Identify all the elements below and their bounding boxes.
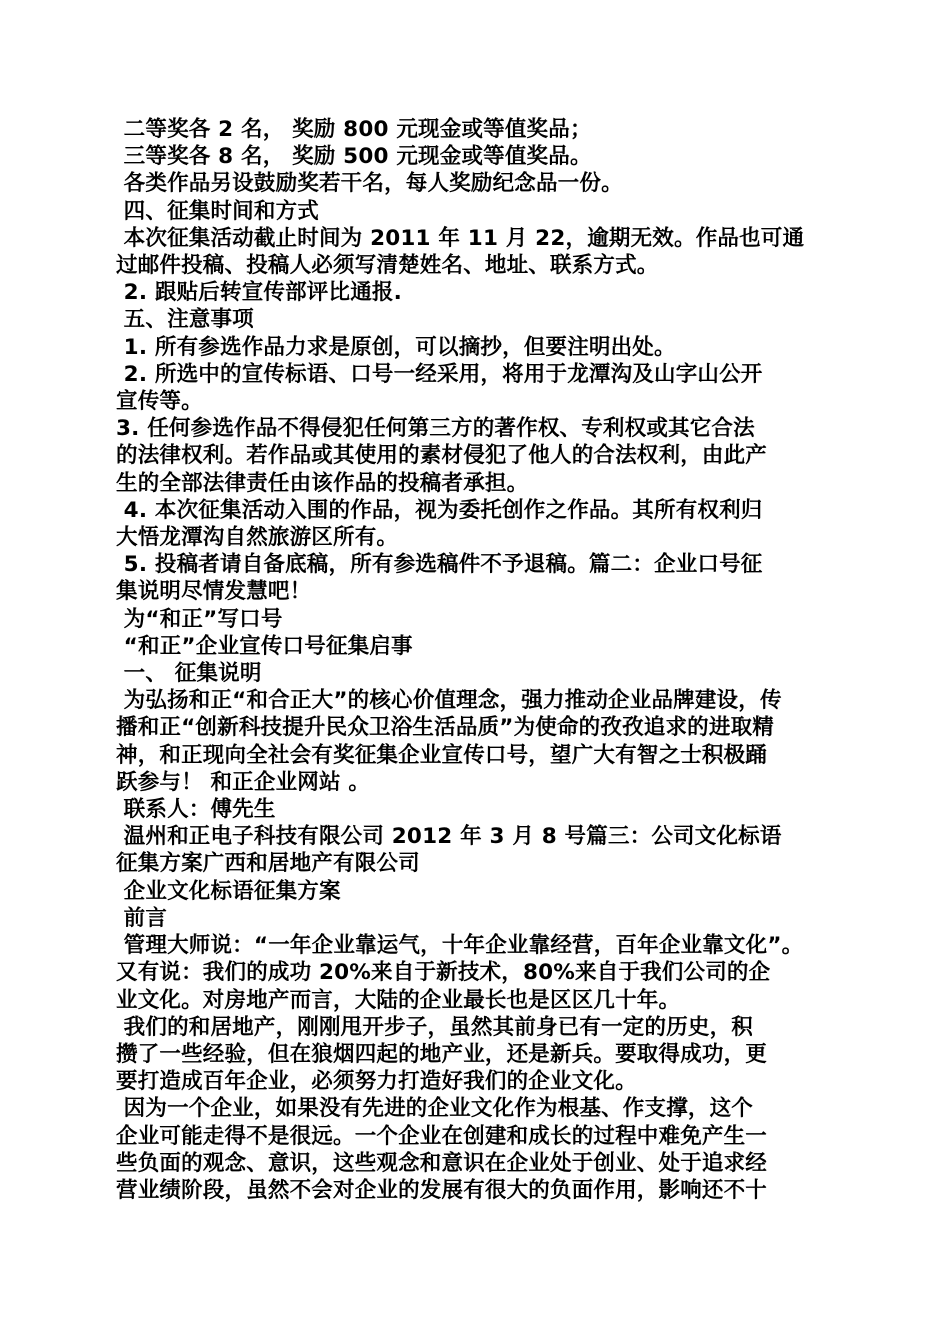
text-line: 各类作品另设鼓励奖若干名，每人奖励纪念品一份。 — [116, 171, 623, 197]
text-line: 本次征集活动截止时间为 2011 年 11 月 22，逾期无效。作品也可通 — [116, 225, 805, 251]
text-line: 2. 所选中的宣传标语、口号一经采用，将用于龙潭沟及山字山公开 — [116, 361, 763, 387]
text-line: 为弘扬和正“和合正大”的核心价值理念，强力推动企业品牌建设，传 — [116, 688, 782, 714]
text-line: 营业绩阶段，虽然不会对企业的发展有很大的负面作用，影响还不十 — [116, 1177, 768, 1203]
text-line: 企业文化标语征集方案 — [116, 878, 341, 904]
text-line: 集说明尽情发慧吧！ — [116, 579, 312, 605]
text-line: 些负面的观念、意识，这些观念和意识在企业处于创业、处于追求经 — [116, 1150, 768, 1176]
text-line: 管理大师说：“一年企业靠运气，十年企业靠经营，百年企业靠文化”。 — [116, 933, 804, 959]
text-line: 神，和正现向全社会有奖征集企业宣传口号，望广大有智之士积极踊 — [116, 742, 768, 768]
text-line: 要打造成百年企业，必须努力打造好我们的企业文化。 — [116, 1069, 637, 1095]
text-line: 播和正“创新科技提升民众卫浴生活品质”为使命的孜孜追求的进取精 — [116, 715, 774, 741]
text-line: 3. 任何参选作品不得侵犯任何第三方的著作权、专利权或其它合法 — [116, 416, 755, 442]
text-line: 联系人：傅先生 — [116, 797, 276, 823]
text-line: 企业可能走得不是很远。一个企业在创建和成长的过程中难免产生一 — [116, 1123, 768, 1149]
text-line: 2. 跟贴后转宣传部评比通报. — [116, 280, 402, 306]
text-line: 攒了一些经验，但在狼烟四起的地产业，还是新兵。要取得成功，更 — [116, 1041, 768, 1067]
text-line: “和正”企业宣传口号征集启事 — [116, 633, 413, 659]
text-line: 五、注意事项 — [116, 307, 254, 333]
document-body — [116, 116, 848, 1204]
text-line: 业文化。对房地产而言，大陆的企业最长也是区区几十年。 — [116, 987, 681, 1013]
text-line: 前言 — [116, 905, 168, 931]
text-line: 四、征集时间和方式 — [116, 198, 319, 224]
text-line: 5. 投稿者请自备底稿，所有参选稿件不予退稿。篇二：企业口号征 — [116, 552, 763, 578]
text-line: 我们的和居地产，刚刚甩开步子，虽然其前身已有一定的历史，积 — [116, 1014, 753, 1040]
text-line: 一、 征集说明 — [116, 661, 262, 687]
text-line: 温州和正电子科技有限公司 2012 年 3 月 8 号篇三：公司文化标语 — [116, 824, 782, 850]
text-line: 1. 所有参选作品力求是原创，可以摘抄，但要注明出处。 — [116, 334, 676, 360]
text-line: 征集方案广西和居地产有限公司 — [116, 851, 420, 877]
text-line: 生的全部法律责任由该作品的投稿者承担。 — [116, 470, 529, 496]
text-line: 又有说：我们的成功 20%来自于新技术，80%来自于我们公司的企 — [116, 960, 771, 986]
text-line: 因为一个企业，如果没有先进的企业文化作为根基、作支撑，这个 — [116, 1096, 753, 1122]
text-line: 为“和正”写口号 — [116, 606, 283, 632]
text-line: 宣传等。 — [116, 389, 203, 415]
text-line: 大悟龙潭沟自然旅游区所有。 — [116, 525, 399, 551]
text-line: 三等奖各 8 名， 奖励 500 元现金或等值奖品。 — [116, 144, 592, 170]
text-line: 4. 本次征集活动入围的作品，视为委托创作之作品。其所有权利归 — [116, 497, 763, 523]
text-line: 二等奖各 2 名， 奖励 800 元现金或等值奖品； — [116, 117, 592, 142]
text-line: 的法律权利。若作品或其使用的素材侵犯了他人的合法权利，由此产 — [116, 443, 768, 469]
text-line: 过邮件投稿、投稿人必须写清楚姓名、地址、联系方式。 — [116, 253, 659, 279]
text-line: 跃参与！ 和正企业网站 。 — [116, 769, 371, 795]
